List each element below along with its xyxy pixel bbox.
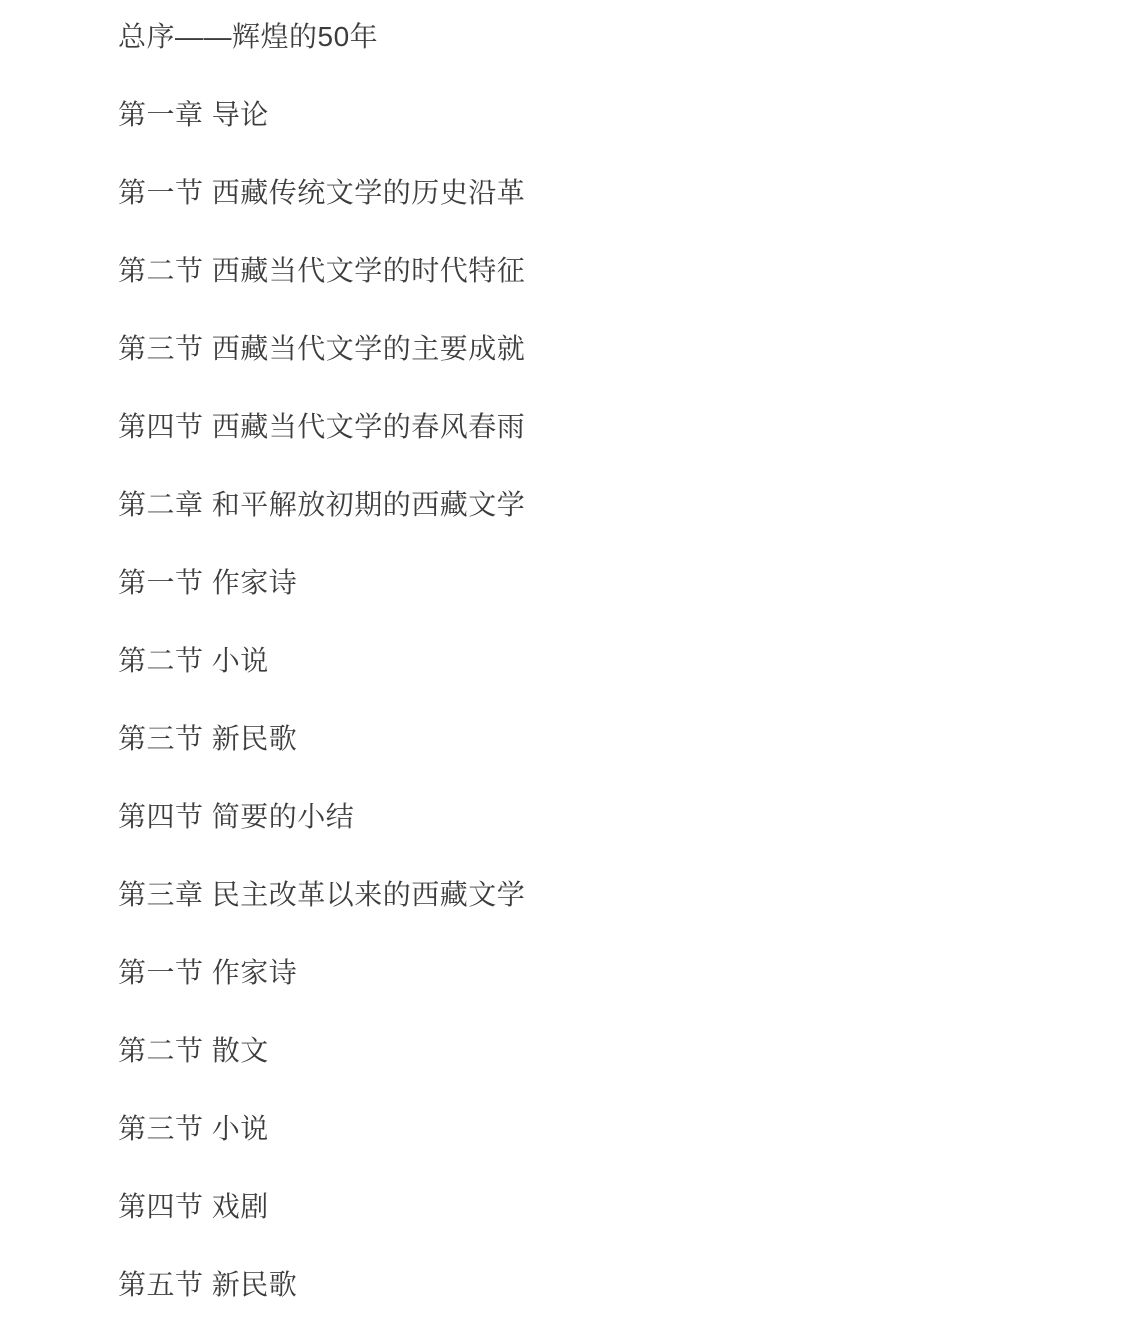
toc-item[interactable]: 第二节 散文 [118, 1035, 269, 1066]
toc-item[interactable]: 第三节 新民歌 [118, 723, 298, 754]
toc-item[interactable]: 第四节 西藏当代文学的春风春雨 [118, 411, 526, 442]
toc-item[interactable]: 第三节 西藏当代文学的主要成就 [118, 333, 526, 364]
toc-item[interactable]: 第一节 作家诗 [118, 567, 298, 598]
toc-item[interactable]: 第一节 西藏传统文学的历史沿革 [118, 177, 526, 208]
toc-item[interactable]: 第一节 作家诗 [118, 957, 298, 988]
toc-item-chapter-3[interactable]: 第三章 民主改革以来的西藏文学 [118, 879, 526, 910]
toc-item[interactable]: 第二节 西藏当代文学的时代特征 [118, 255, 526, 286]
toc-item[interactable]: 第五节 新民歌 [118, 1269, 298, 1300]
toc-item[interactable]: 第二节 小说 [118, 645, 269, 676]
toc-item-preface[interactable]: 总序——辉煌的50年 [118, 21, 379, 52]
toc-item-chapter-2[interactable]: 第二章 和平解放初期的西藏文学 [118, 489, 526, 520]
toc-item[interactable]: 第四节 简要的小结 [118, 801, 355, 832]
toc-item-chapter-1[interactable]: 第一章 导论 [118, 99, 269, 130]
toc-item[interactable]: 第四节 戏剧 [118, 1191, 269, 1222]
toc-item[interactable]: 第三节 小说 [118, 1113, 269, 1144]
